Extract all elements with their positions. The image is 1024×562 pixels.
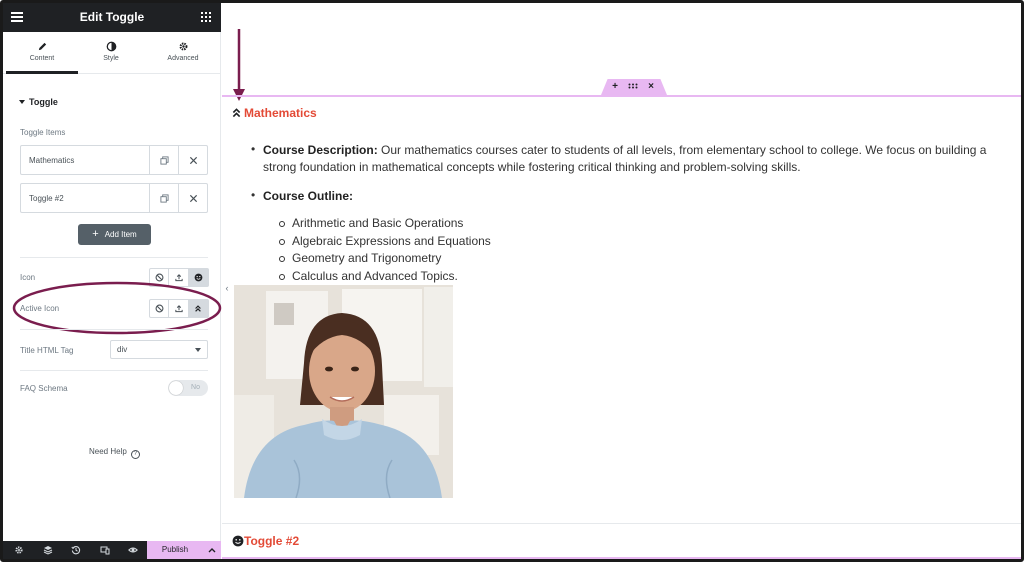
divider	[20, 257, 208, 258]
outline-item: Geometry and Trigonometry	[292, 251, 442, 265]
tab-advanced-label: Advanced	[167, 55, 199, 62]
outline-bullet	[279, 216, 285, 230]
icon-label: Icon	[20, 273, 36, 282]
panel-header	[3, 3, 221, 32]
publish-options-button[interactable]	[203, 541, 221, 559]
toggle-2-title[interactable]	[232, 534, 299, 548]
toggle-1-title-text: Mathematics	[244, 106, 317, 120]
title-html-tag-value: div	[117, 345, 128, 354]
section-toggle-heading[interactable]	[19, 97, 58, 107]
repeater-item-title: Toggle #2	[29, 194, 64, 203]
outline-bullet	[279, 251, 285, 265]
editor-panel	[3, 3, 221, 559]
pencil-icon	[37, 41, 48, 52]
plus-icon: +	[92, 228, 99, 240]
panel-footer	[3, 541, 221, 559]
faq-schema-switch[interactable]	[168, 380, 208, 396]
title-html-tag-label: Title HTML Tag	[20, 346, 74, 355]
divider	[20, 329, 208, 330]
switch-knob	[169, 381, 183, 395]
settings-gear-icon[interactable]	[14, 545, 24, 555]
need-help-link[interactable]	[89, 447, 140, 459]
layers-icon[interactable]	[43, 545, 53, 555]
history-icon[interactable]	[71, 545, 81, 555]
bullet-dot: •	[251, 188, 256, 202]
duplicate-icon[interactable]	[149, 146, 178, 174]
outline-item: Arithmetic and Basic Operations	[292, 216, 464, 230]
outline-item: Calculus and Advanced Topics.	[292, 269, 458, 283]
need-help-label: Need Help	[89, 447, 127, 456]
course-outline-label: Course Outline:	[263, 189, 354, 203]
panel-title: Edit Toggle	[79, 10, 145, 24]
section-outline	[222, 95, 1021, 97]
section-toggle-label: Toggle	[29, 97, 58, 107]
annotation-arrow	[229, 29, 249, 105]
chevron-down-icon	[195, 348, 201, 352]
bullet-dot: •	[251, 142, 256, 156]
outline-bullet	[279, 234, 285, 248]
close-icon[interactable]	[178, 184, 207, 212]
toggle-items-label: Toggle Items	[20, 128, 66, 137]
divider	[20, 370, 208, 371]
tab-style-label: Style	[103, 55, 119, 62]
outline-bullet	[279, 269, 285, 283]
section-handle	[601, 79, 667, 95]
drag-handle-icon[interactable]	[626, 81, 640, 93]
repeater-item-toggle-2[interactable]	[20, 183, 208, 213]
close-icon[interactable]	[178, 146, 207, 174]
tab-advanced[interactable]	[147, 32, 219, 74]
faq-schema-label: FAQ Schema	[20, 384, 68, 393]
help-icon: ?	[131, 450, 140, 459]
active-icon-label: Active Icon	[20, 304, 60, 313]
smiley-icon	[232, 535, 244, 547]
apps-grid-icon[interactable]	[201, 12, 211, 22]
repeater-item-mathematics[interactable]	[20, 145, 208, 175]
course-description-label: Course Description:	[263, 143, 378, 157]
contrast-icon	[106, 41, 117, 52]
title-html-tag-select[interactable]	[110, 340, 208, 359]
chevron-up-icon	[208, 547, 216, 553]
tab-content[interactable]	[6, 32, 78, 74]
student-photo	[234, 285, 453, 498]
course-description	[263, 142, 1019, 176]
collapse-panel-handle[interactable]: ‹	[221, 281, 233, 295]
chevron-double-up-icon	[232, 107, 241, 118]
tab-content-label: Content	[29, 55, 55, 62]
duplicate-icon[interactable]	[149, 184, 178, 212]
tab-style[interactable]	[75, 32, 147, 74]
section-outline	[222, 557, 1021, 559]
course-description-text: Our mathematics courses cater to students of all levels, from elementary school to college. We focus on building a strong foundation in mathematical concepts while fostering critical thinking and problem-solving skills.	[263, 143, 987, 174]
add-item-button[interactable]	[78, 224, 151, 245]
publish-button[interactable]: Publish	[147, 541, 203, 559]
add-item-label: Add Item	[104, 230, 137, 239]
caret-down-icon	[19, 100, 25, 104]
responsive-icon[interactable]	[100, 545, 110, 555]
delete-section-icon[interactable]: ×	[648, 81, 654, 92]
toggle-2-title-text: Toggle #2	[244, 534, 300, 548]
repeater-item-title: Mathematics	[29, 156, 75, 165]
divider	[222, 523, 1021, 524]
panel-tabs	[3, 32, 221, 74]
faq-schema-value: No	[191, 384, 200, 391]
toggle-1-title[interactable]	[232, 106, 317, 120]
course-outline	[263, 188, 1019, 205]
eye-icon[interactable]	[128, 545, 138, 555]
outline-item: Algebraic Expressions and Equations	[292, 234, 491, 248]
gear-icon	[178, 41, 189, 52]
add-section-icon[interactable]: +	[612, 81, 618, 92]
